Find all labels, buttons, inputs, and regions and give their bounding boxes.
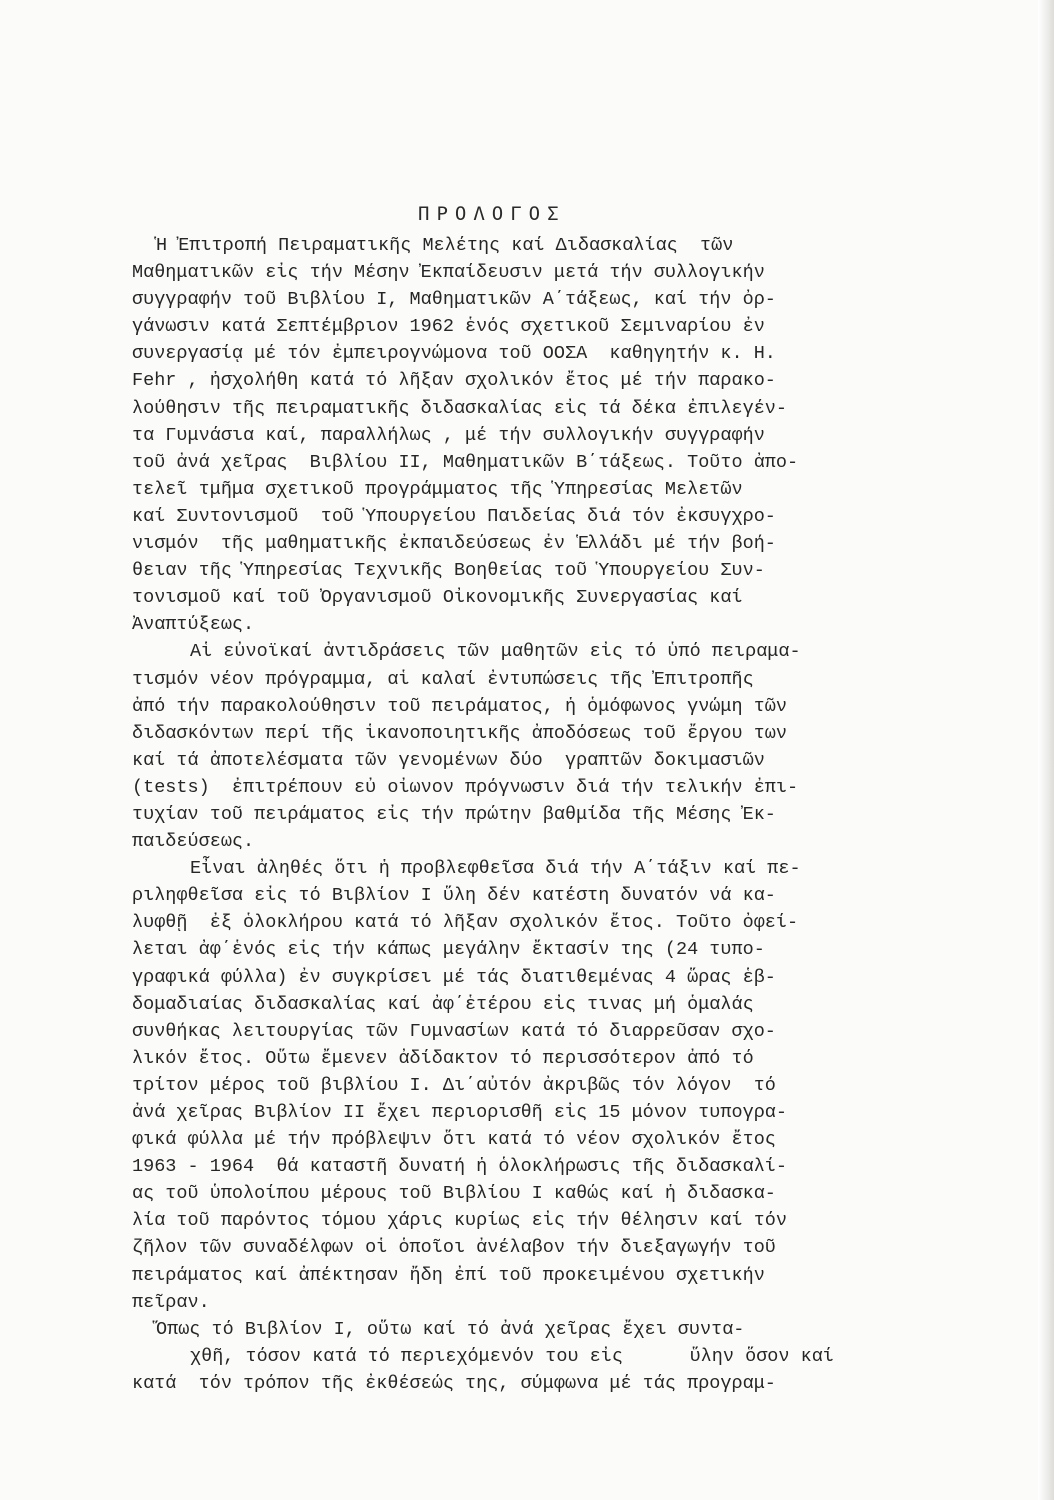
text-line: τελεῖ τμῆμα σχετικοῦ προγράμματος τῆς Ὑπηρεσίας Μελετῶν bbox=[132, 478, 743, 500]
text-line: νισμόν τῆς μαθηματικῆς ἐκπαιδεύσεως ἐν Ἑλλάδι μέ τήν βοή- bbox=[132, 533, 776, 555]
text-line: γάνωσιν κατά Σεπτέμβριον 1962 ἑνός σχετικοῦ Σεμιναρίου ἐν bbox=[132, 316, 765, 338]
text-line: Αἱ εὐνοϊκαί ἀντιδράσεις τῶν μαθητῶν εἰς τό ὑπό πειραμα- bbox=[190, 641, 801, 663]
text-line: πειράματος καί ἀπέκτησαν ἤδη ἐπί τοῦ προκειμένου σχετικήν bbox=[132, 1264, 765, 1286]
text-line: τα Γυμνάσια καί, παραλλήλως , μέ τήν συλλογικήν συγγραφήν bbox=[132, 424, 765, 446]
text-line: Ἡ Ἐπιτροπή Πειραματικῆς Μελέτης καί Διδασκαλίας τῶν bbox=[156, 235, 734, 256]
text-line: λούθησιν τῆς πειραματικῆς διδασκαλίας εἰς τά δέκα ἐπιλεγέν- bbox=[132, 397, 788, 419]
text-line: λία τοῦ παρόντος τόμου χάρις κυρίως εἰς τήν θέλησιν καί τόν bbox=[132, 1210, 788, 1232]
text-line: 1963 - 1964 θά καταστῆ δυνατή ἡ ὁλοκλήρωσις τῆς διδασκαλί- bbox=[132, 1156, 788, 1178]
text-line: ας τοῦ ὑπολοίπου μέρους τοῦ Βιβλίου Ι καθώς καί ἡ διδασκα- bbox=[132, 1183, 776, 1205]
text-line: παιδεύσεως. bbox=[132, 831, 255, 853]
prologue-body bbox=[132, 232, 912, 1397]
text-line: λυφθῇ ἐξ ὁλοκλήρου κατά τό λῆξαν σχολικόν ἔτος. Τοῦτο ὀφεί- bbox=[132, 912, 799, 934]
text-line: Fehr , ἠσχολήθη κατά τό λῆξαν σχολικόν ἔτος μέ τήν παρακο- bbox=[132, 370, 776, 392]
page-title: ΠΡΟΛΟΓΟΣ bbox=[418, 203, 566, 225]
text-line: Εἶναι ἀληθές ὅτι ἡ προβλεφθεῖσα διά τήν Α΄τάξιν καί πε- bbox=[190, 858, 801, 880]
text-line: θειαν τῆς Ὑπηρεσίας Τεχνικῆς Βοηθείας τοῦ Ὑπουργείου Συν- bbox=[132, 560, 765, 582]
text-line: (tests) ἐπιτρέπουν εὐ οἰωνον πρόγνωσιν διά τήν τελικήν ἐπι- bbox=[132, 776, 799, 798]
text-line: διδασκόντων περί τῆς ἱκανοποιητικῆς ἀποδόσεως τοῦ ἔργου των bbox=[132, 722, 788, 744]
text-line: πεῖραν. bbox=[132, 1291, 210, 1313]
text-line: λικόν ἔτος. Οὕτω ἔμενεν ἀδίδακτον τό περισσότερον ἀπό τό bbox=[132, 1047, 754, 1069]
text-line: καί τά ἀποτελέσματα τῶν γενομένων δύο γραπτῶν δοκιμασιῶν bbox=[132, 749, 765, 771]
text-line: ριληφθεῖσα εἰς τό Βιβλίον Ι ὕλη δέν κατέστη δυνατόν νά κα- bbox=[132, 885, 776, 907]
text-line: χθῆ, τόσον κατά τό περιεχόμενόν του εἰς ὕλην ὅσον καί bbox=[190, 1345, 834, 1367]
text-line: ζῆλον τῶν συναδέλφων οἱ ὁποῖοι ἀνέλαβον τήν διεξαγωγήν τοῦ bbox=[132, 1237, 776, 1259]
page-edge-shadow bbox=[1038, 0, 1054, 1500]
text-line: καί Συντονισμοῦ τοῦ Ὑπουργείου Παιδείας διά τόν ἐκσυγχρο- bbox=[132, 505, 776, 527]
text-line: συγγραφήν τοῦ Βιβλίου Ι, Μαθηματικῶν Α΄τάξεως, καί τήν ὀρ- bbox=[132, 289, 776, 311]
text-line: τυχίαν τοῦ πειράματος εἰς τήν πρώτην βαθμίδα τῆς Μέσης Ἐκ- bbox=[132, 803, 776, 825]
text-line: κατά τόν τρόπον τῆς ἐκθέσεώς της, σύμφωνα μέ τάς προγραμ- bbox=[132, 1372, 776, 1394]
text-line: τονισμοῦ καί τοῦ Ὀργανισμοῦ Οἰκονομικῆς Συνεργασίας καί bbox=[132, 587, 743, 609]
text-line: ἀνά χεῖρας Βιβλίον ΙΙ ἔχει περιορισθῆ εἰς 15 μόνον τυπογρα- bbox=[132, 1102, 788, 1123]
text-line: Μαθηματικῶν εἰς τήν Μέσην Ἐκπαίδευσιν μετά τήν συλλογικήν bbox=[132, 262, 765, 284]
text-line: συνεργασίᾳ μέ τόν ἐμπειρογνώμονα τοῦ ΟΟΣΑ καθηγητήν κ. Η. bbox=[132, 343, 776, 365]
text-line: τοῦ ἀνά χεῖρας Βιβλίου ΙΙ, Μαθηματικῶν Β΄τάξεως. Τοῦτο ἀπο- bbox=[132, 451, 799, 473]
text-line: δομαδιαίας διδασκαλίας καί ἀφ΄ἑτέρου εἰς τινας μή ὁμαλάς bbox=[132, 993, 754, 1015]
text-line: τισμόν νέον πρόγραμμα, αἱ καλαί ἐντυπώσεις τῆς Ἐπιτροπῆς bbox=[132, 668, 754, 690]
text-line: λεται ἀφ΄ἑνός εἰς τήν κάπως μεγάλην ἔκτασίν της (24 τυπο- bbox=[132, 939, 765, 961]
text-line: τρίτον μέρος τοῦ βιβλίου Ι. Δι΄αὐτόν ἀκριβῶς τόν λόγον τό bbox=[132, 1074, 776, 1096]
text-line: συνθήκας λειτουργίας τῶν Γυμνασίων κατά τό διαρρεῦσαν σχο- bbox=[132, 1020, 776, 1042]
text-line: Ὅπως τό Βιβλίον Ι, οὕτω καί τό ἀνά χεῖρας ἔχει συντα- bbox=[156, 1318, 745, 1340]
text-line: γραφικά φύλλα) ἐν συγκρίσει μέ τάς διατιθεμένας 4 ὥρας ἑβ- bbox=[132, 966, 776, 988]
text-line: ἀπό τήν παρακολούθησιν τοῦ πειράματος, ἡ ὁμόφωνος γνώμη τῶν bbox=[132, 695, 788, 717]
text-line: Ἀναπτύξεως. bbox=[132, 614, 255, 636]
text-line: φικά φύλλα μέ τήν πρόβλεψιν ὅτι κατά τό νέον σχολικόν ἔτος bbox=[132, 1129, 776, 1151]
